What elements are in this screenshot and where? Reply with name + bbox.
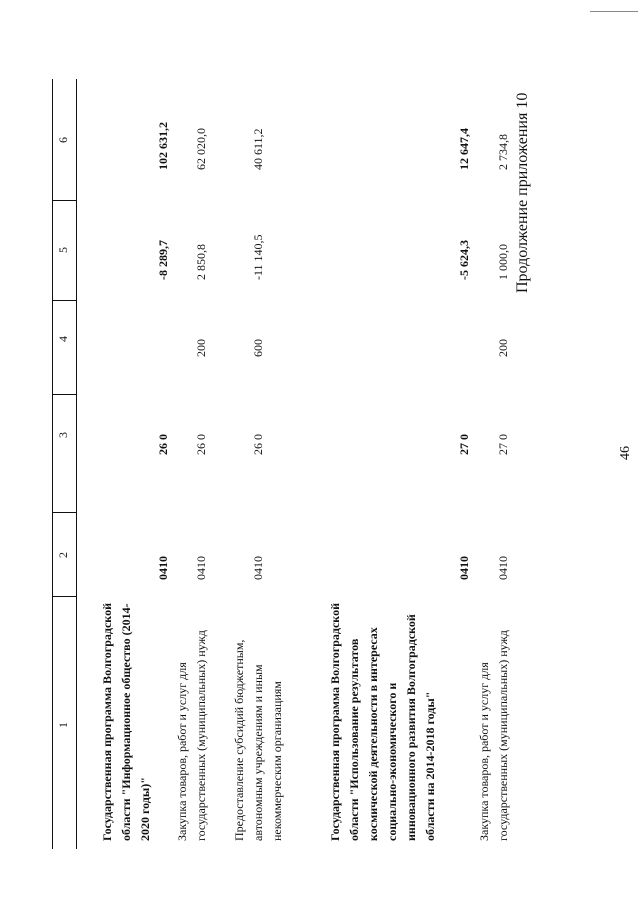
row-change: 2 850,8 [194, 244, 208, 280]
row-total: 12 647,4 [457, 128, 471, 170]
row-program: 26 0 [156, 434, 170, 455]
column-divider [52, 596, 76, 597]
row-name: Государственная программа Волгоградской области "Информационное общество (2014-2020 годы)" [100, 603, 152, 841]
table-top-border [52, 79, 53, 849]
row-code: 0410 [496, 556, 510, 580]
column-header-2: 2 [56, 552, 70, 558]
row-code: 0410 [457, 556, 471, 580]
row-program: 27 0 [457, 434, 471, 455]
row-code: 0410 [251, 556, 265, 580]
column-header-5: 5 [56, 247, 70, 253]
row-change: -5 624,3 [457, 240, 471, 280]
row-name: Предоставление субсидий бюджетным, автономным учреждениям и иным некоммерческим организациям [232, 639, 284, 841]
row-change: -11 140,5 [251, 234, 265, 280]
row-name: Закупка товаров, работ и услуг для государственных (муниципальных) нужд [175, 630, 208, 841]
row-name: Закупка товаров, работ и услуг для государственных (муниципальных) нужд [477, 630, 510, 841]
row-expense-type: 200 [194, 339, 208, 357]
table-header-bottom-border [76, 79, 77, 849]
column-divider [52, 394, 76, 395]
row-program: 26 0 [251, 434, 265, 455]
row-change: 1 000,0 [496, 244, 510, 280]
column-header-6: 6 [56, 137, 70, 143]
column-divider [52, 300, 76, 301]
page-number: 46 [618, 446, 633, 460]
row-total: 62 020,0 [194, 128, 208, 170]
continuation-title: Продолжение приложения 10 [514, 92, 531, 293]
row-total: 102 631,2 [156, 122, 170, 170]
row-name: Государственная программа Волгоградской области "Использование результатов космической деятельности в интересах социально-экономического и инновационного развития Волгоградской области на 2014-2018 годы" [328, 603, 437, 841]
row-program: 27 0 [496, 434, 510, 455]
row-total: 2 734,8 [496, 134, 510, 170]
row-expense-type: 200 [496, 339, 510, 357]
row-expense-type: 600 [251, 339, 265, 357]
row-total: 40 611,2 [251, 128, 265, 170]
column-divider [52, 512, 76, 513]
column-header-1: 1 [56, 722, 70, 728]
column-header-4: 4 [56, 336, 70, 342]
row-code: 0410 [156, 556, 170, 580]
row-change: -8 289,7 [156, 240, 170, 280]
row-code: 0410 [194, 556, 208, 580]
row-program: 26 0 [194, 434, 208, 455]
column-header-3: 3 [56, 432, 70, 438]
column-divider [52, 200, 76, 201]
